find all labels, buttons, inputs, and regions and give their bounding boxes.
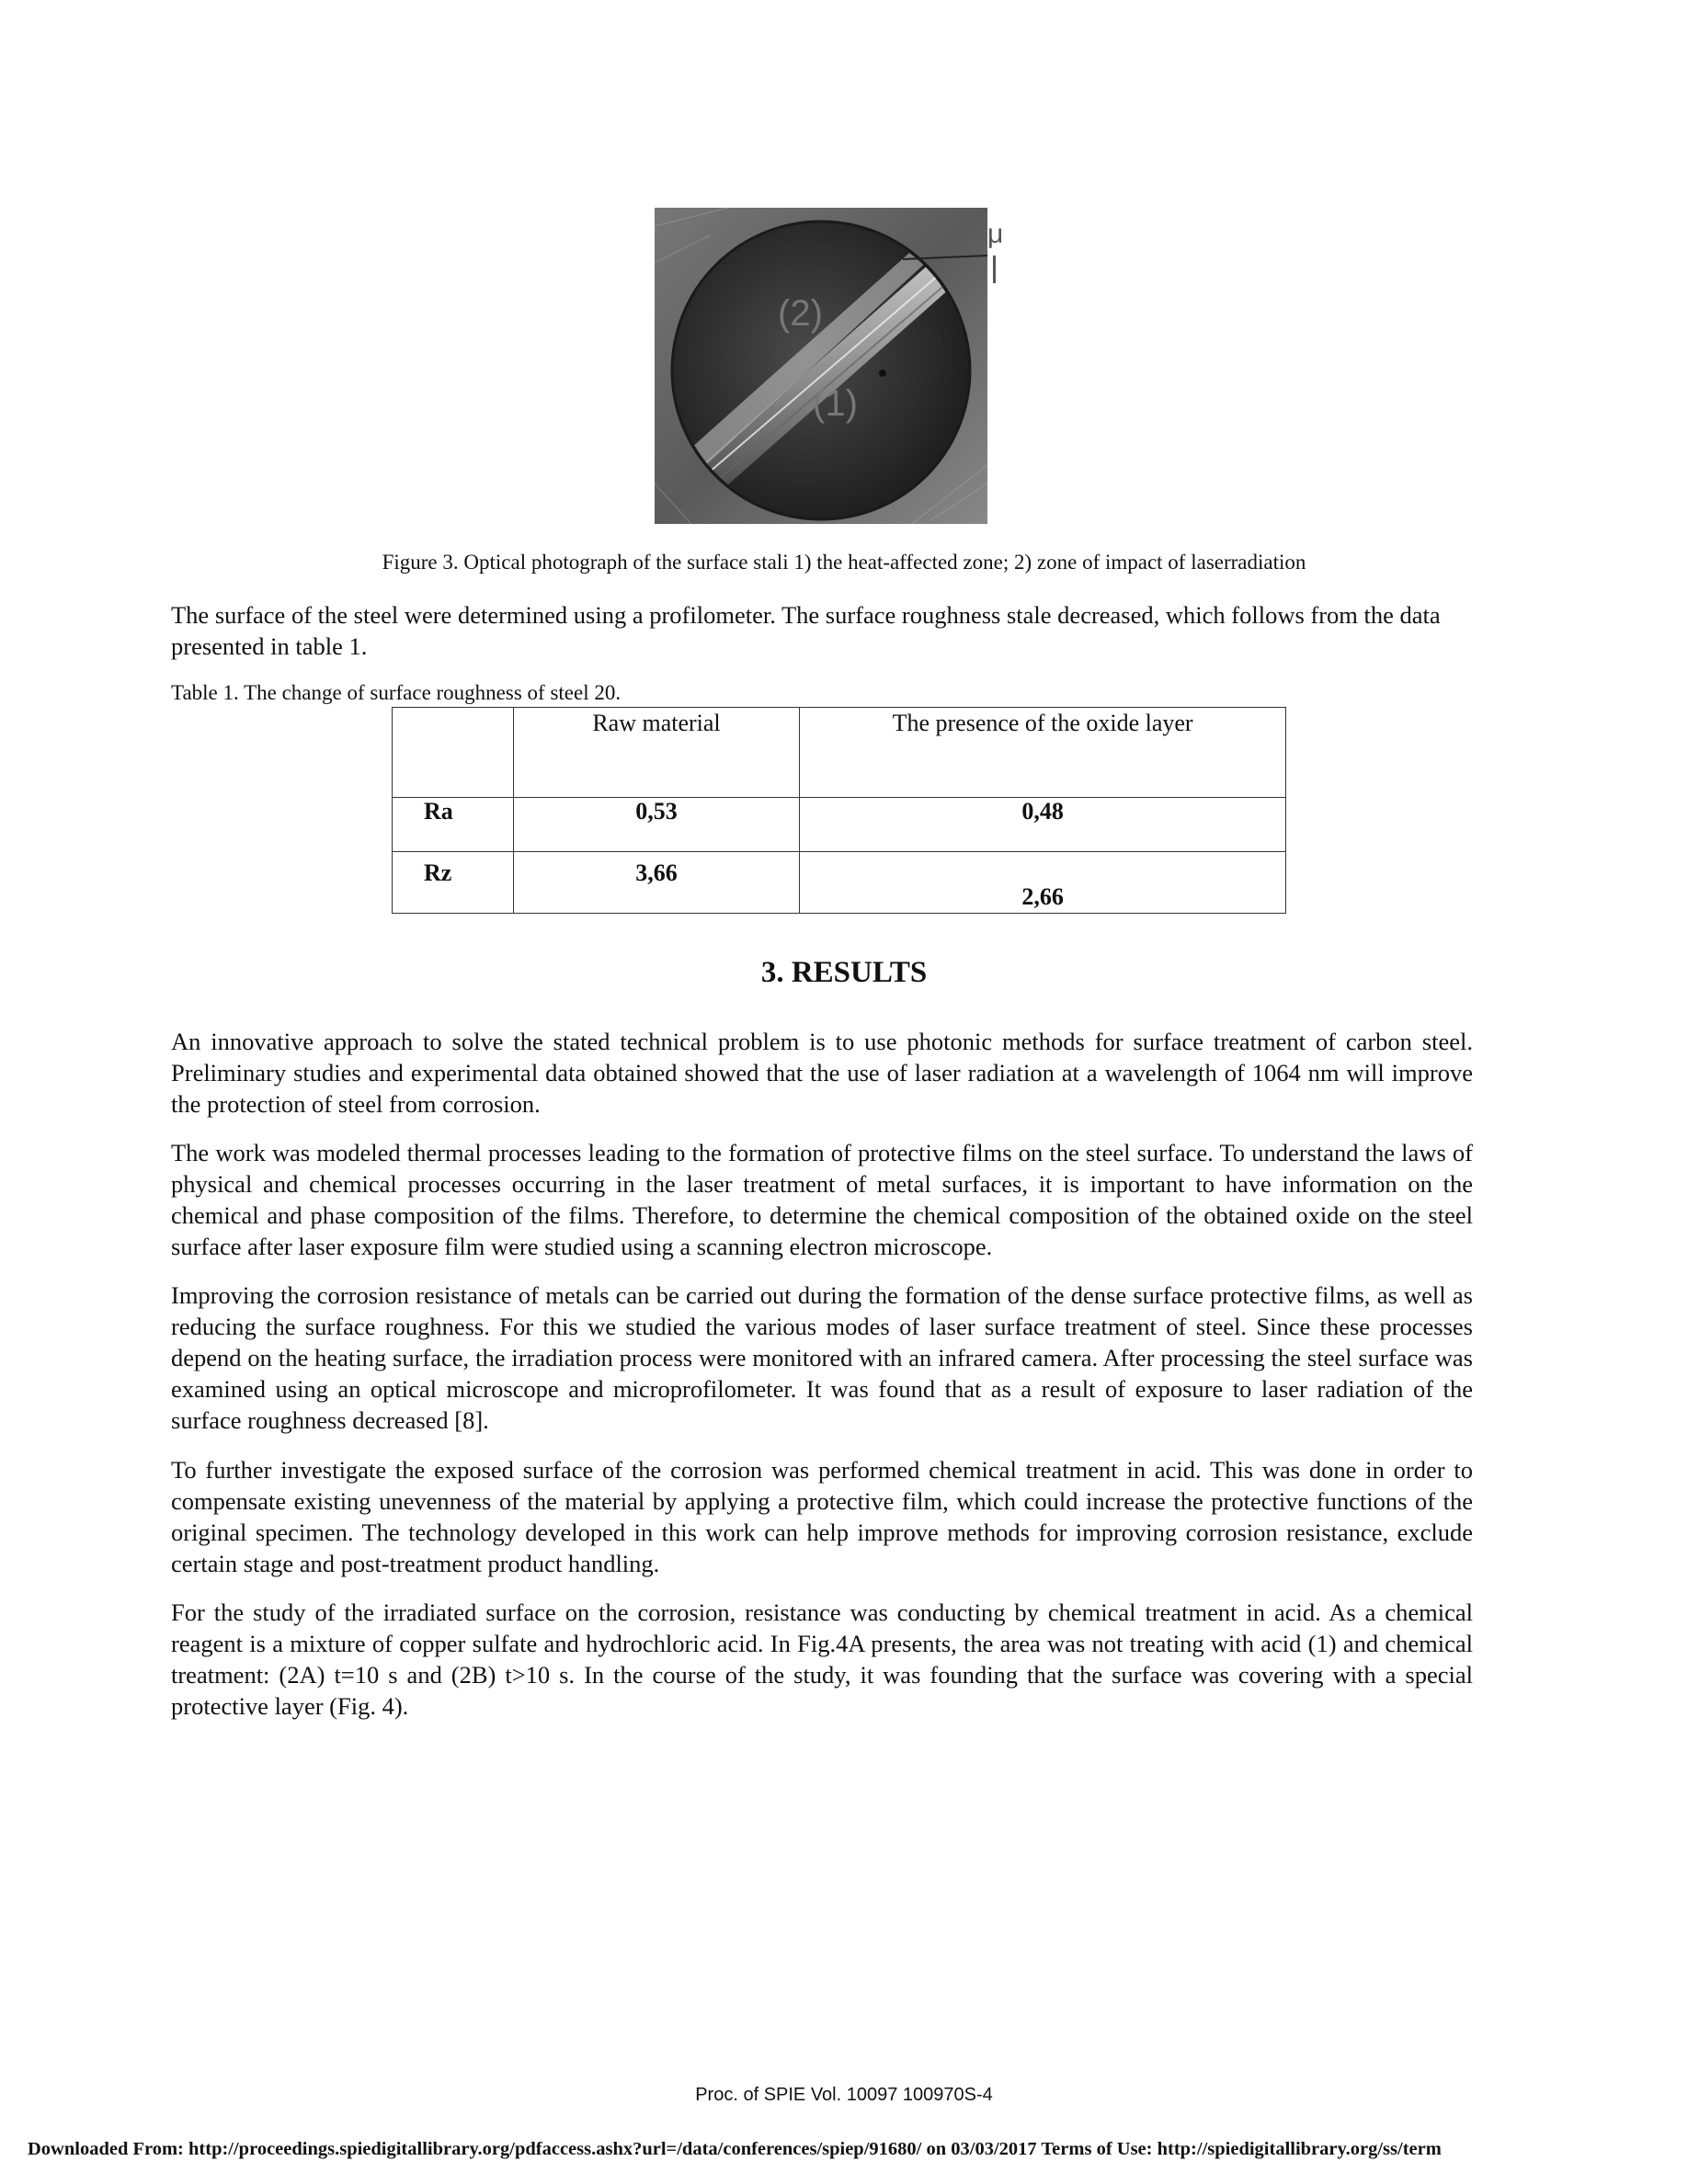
raw-value: 0,53 <box>513 798 799 852</box>
figure-3 <box>655 208 1004 524</box>
intro-paragraph: The surface of the steel were determined using a profilometer. The surface roughness stale decreased, which follows from the data presented in table 1. <box>171 601 1441 660</box>
results-paragraph-4: To further investigate the exposed surface of the corrosion was performed chemical treatment in acid. This was done in order to compensate existing unevenness of the material by applying a protective film, which could increase the protective functions of the original specimen. The technology developed in this work can help improve methods for improving corrosion resistance, exclude certain stage and post-treatment product handling. <box>171 1456 1473 1577</box>
table-header-row <box>393 708 1286 798</box>
header-cell-empty <box>393 708 514 798</box>
zone-label-1: (1) <box>813 383 858 424</box>
results-paragraph-2: The work was modeled thermal processes leading to the formation of protective films on the steel surface. To understand the laws of physical and chemical processes occurring in the laser treatment of metal surfaces, it is important to have information on the chemical and phase composition of the films. Therefore, to determine the chemical composition of the obtained oxide on the steel surface after laser exposure film were studied using a scanning electron microscope. <box>171 1139 1473 1260</box>
header-cell-oxide <box>800 708 1286 798</box>
header-cell-raw <box>513 708 799 798</box>
scale-symbol: μ <box>987 219 1004 249</box>
raw-value: 3,66 <box>513 852 799 914</box>
section-heading: 3. RESULTS <box>760 956 928 989</box>
table-title: Table 1. The change of surface roughness of steel 20. <box>171 681 622 704</box>
optical-photograph <box>655 208 987 524</box>
row-label: Rz <box>393 852 514 914</box>
header-raw-label: Raw material <box>592 710 721 736</box>
oxide-value: 0,48 <box>800 798 1286 852</box>
results-paragraph-1: An innovative approach to solve the stated technical problem is to use photonic methods for surface treatment of carbon steel. Preliminary studies and experimental data obtained showed that the use of laser radiation at a wavelength of 1064 nm will improve the protection of steel from corrosion. <box>171 1028 1473 1118</box>
figure-caption: Figure 3. Optical photograph of the surface stali 1) the heat-affected zone; 2) zone of impact of laserradiation <box>382 551 1306 574</box>
row-label: Ra <box>393 798 514 852</box>
download-footer: Downloaded From: http://proceedings.spiedigitallibrary.org/pdfaccess.ashx?url=/data/conferences/spiep/91680/ on 03/03/2017 Terms of Use: http://spiedigitallibrary.org/ss/term <box>28 2139 1442 2159</box>
results-paragraph-3: Improving the corrosion resistance of metals can be carried out during the formation of the dense surface protective films, as well as reducing the surface roughness. For this we studied the various modes of laser surface treatment of steel. Since these processes depend on the heating surface, the irradiation process were monitored with an infrared camera. After processing the steel surface was examined using an optical microscope and microprofilometer. It was found that as a result of exposure to laser radiation of the surface roughness decreased [8]. <box>171 1281 1473 1434</box>
header-oxide-label: The presence of the oxide layer <box>892 710 1193 736</box>
scale-bar <box>987 219 1003 283</box>
results-paragraph-5: For the study of the irradiated surface on the corrosion, resistance was conducting by chemical treatment in acid. As a chemical reagent is a mixture of copper sulfate and hydrochloric acid. In Fig.4A presents, the area was not treating with acid (1) and chemical treatment: (2A) t=10 s and (2B) t>10 s. In the course of the study, it was founding that the surface was covering with a special protective layer (Fig. 4). <box>171 1598 1473 1720</box>
table-row <box>393 798 1286 852</box>
proceedings-footer: Proc. of SPIE Vol. 10097 100970S-4 <box>695 2085 993 2105</box>
roughness-table <box>392 707 1286 914</box>
oxide-value: 2,66 <box>800 852 1286 914</box>
table-row <box>393 852 1286 914</box>
zone-label-2: (2) <box>778 293 823 334</box>
